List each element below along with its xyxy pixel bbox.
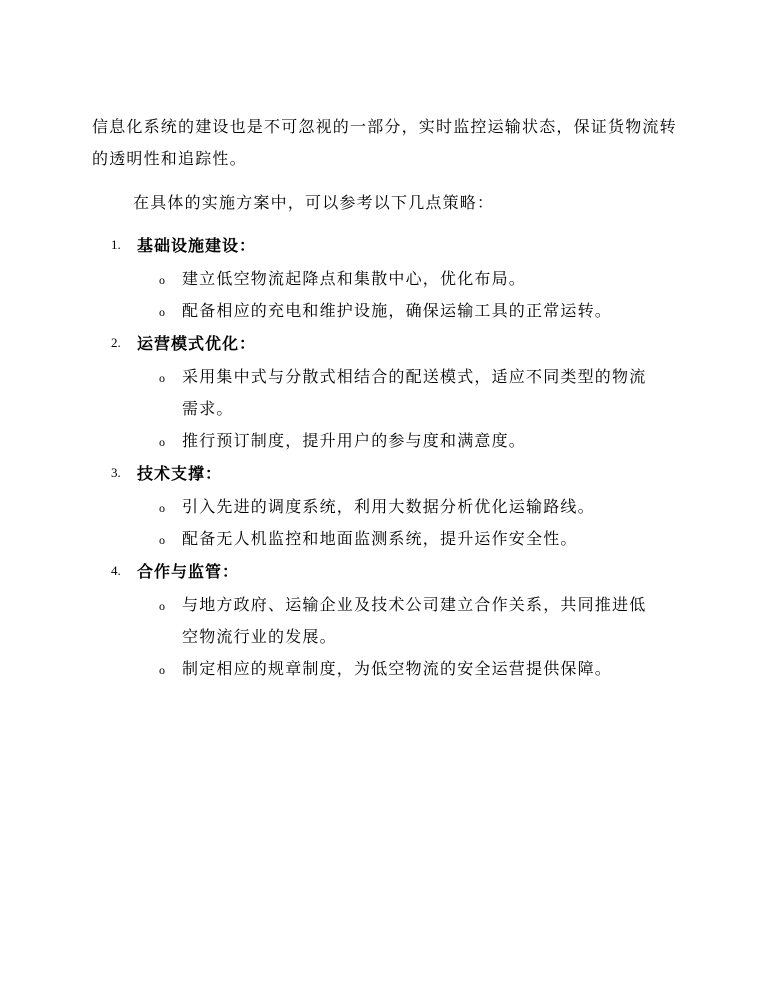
bullet-icon: o — [159, 371, 167, 385]
strategy-item-operations — [0, 327, 765, 457]
bullet-icon: o — [159, 533, 167, 547]
list-item — [137, 263, 662, 295]
strategy-points — [137, 589, 765, 685]
point-text: 采用集中式与分散式相结合的配送模式，适应不同类型的物流需求。 — [182, 367, 647, 418]
list-number: 1. — [111, 237, 121, 252]
list-item — [137, 295, 662, 327]
list-number: 2. — [111, 335, 121, 350]
strategy-list — [0, 229, 765, 685]
strategy-title: 合作与监管： — [137, 562, 240, 581]
point-text: 引入先进的调度系统，利用大数据分析优化运输路线。 — [182, 497, 595, 516]
point-text: 与地方政府、运输企业及技术公司建立合作关系，共同推进低空物流行业的发展。 — [182, 595, 647, 646]
list-item — [137, 589, 662, 653]
bullet-icon: o — [159, 305, 167, 319]
strategy-points — [137, 361, 765, 457]
strategy-item-cooperation — [0, 555, 765, 685]
bullet-icon: o — [159, 501, 167, 515]
strategy-points — [137, 491, 765, 555]
strategy-title: 运营模式优化： — [137, 334, 257, 353]
strategy-title: 基础设施建设： — [137, 236, 257, 255]
list-item — [137, 491, 662, 523]
list-number: 3. — [111, 465, 121, 480]
bullet-icon: o — [159, 599, 167, 613]
bullet-icon: o — [159, 663, 167, 677]
point-text: 推行预订制度，提升用户的参与度和满意度。 — [182, 431, 527, 450]
point-text: 配备相应的充电和维护设施，确保运输工具的正常运转。 — [182, 301, 613, 320]
bullet-icon: o — [159, 273, 167, 287]
bullet-icon: o — [159, 435, 167, 449]
point-text: 配备无人机监控和地面监测系统，提升运作安全性。 — [182, 529, 578, 548]
point-text: 制定相应的规章制度，为低空物流的安全运营提供保障。 — [182, 659, 613, 678]
body-paragraph: 信息化系统的建设也是不可忽视的一部分，实时监控运输状态，保证货物流转的透明性和追踪性。 — [92, 117, 677, 168]
point-text: 建立低空物流起降点和集散中心，优化布局。 — [182, 269, 527, 288]
strategy-item-infrastructure — [0, 229, 765, 327]
intro-paragraph: 在具体的实施方案中，可以参考以下几点策略： — [133, 193, 495, 212]
strategy-item-technology — [0, 457, 765, 555]
list-item — [137, 361, 662, 425]
list-number: 4. — [111, 563, 121, 578]
strategy-points — [137, 263, 765, 327]
list-item — [137, 653, 662, 685]
list-item — [137, 425, 662, 457]
strategy-title: 技术支撑： — [137, 464, 223, 483]
list-item — [137, 523, 662, 555]
